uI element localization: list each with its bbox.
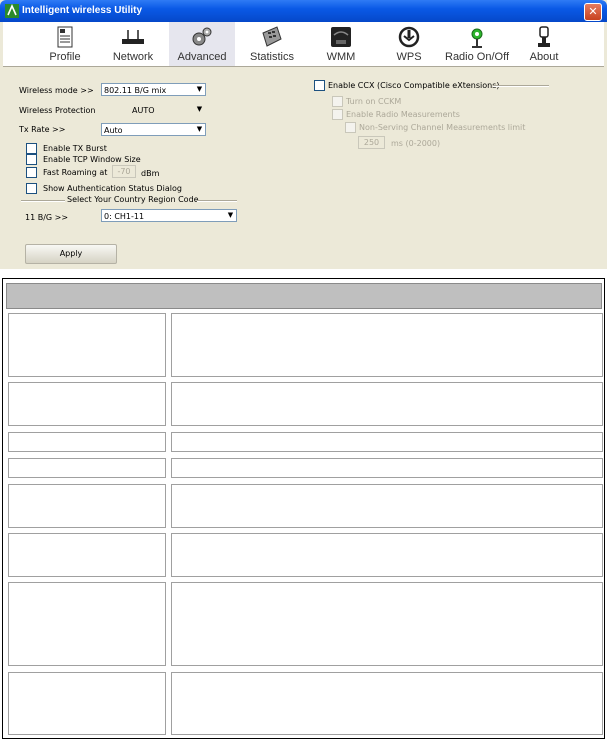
tcp-window-checkbox[interactable] (26, 154, 37, 165)
wireless-protection-label: Wireless Protection (19, 106, 96, 115)
title-bar[interactable] (0, 0, 607, 22)
window-title: Intelligent wireless Utility (22, 5, 143, 16)
tab-advanced[interactable] (169, 22, 235, 66)
table-cell (8, 582, 166, 666)
tab-network[interactable] (101, 22, 165, 66)
profile-icon (53, 25, 77, 49)
table-cell (171, 382, 603, 426)
table-cell (171, 533, 603, 577)
tab-about[interactable] (515, 22, 573, 66)
fast-roaming-unit: dBm (141, 169, 160, 178)
country-label: 11 B/G >> (25, 213, 69, 222)
tx-rate-label: Tx Rate >> (19, 125, 66, 134)
tx-rate-select[interactable] (101, 123, 206, 136)
chevron-down-icon: ▼ (225, 210, 236, 221)
tx-rate-value: Auto (104, 126, 123, 135)
tcp-window-label: Enable TCP Window Size (43, 155, 141, 164)
tab-label: Profile (49, 51, 81, 63)
table-cell (8, 672, 166, 735)
chevron-down-icon: ▼ (194, 84, 205, 95)
cckm-checkbox[interactable] (332, 96, 343, 107)
tab-wps[interactable] (377, 22, 441, 66)
tab-label: Advanced (177, 51, 227, 63)
tab-radio-on-off[interactable] (441, 22, 513, 66)
wireless-protection-select[interactable] (101, 103, 206, 116)
table-cell (171, 484, 603, 528)
table-cell (8, 313, 166, 377)
radio-icon (465, 25, 489, 49)
auth-dialog-checkbox[interactable] (26, 183, 37, 194)
tab-label: Network (112, 51, 154, 63)
tab-label: WPS (396, 51, 422, 63)
enable-ccx-checkbox[interactable] (314, 80, 325, 91)
tab-wmm[interactable] (309, 22, 373, 66)
divider (493, 85, 549, 87)
network-icon (121, 25, 145, 49)
utility-window (0, 0, 607, 269)
tab-label: Statistics (249, 51, 294, 63)
tab-label: Radio On/Off (445, 51, 509, 63)
wireless-mode-value: 802.11 B/G mix (104, 86, 167, 95)
auth-dialog-label: Show Authentication Status Dialog (43, 184, 182, 193)
table-cell (171, 458, 603, 478)
tx-burst-label: Enable TX Burst (43, 144, 107, 153)
limit-input[interactable]: 250 (358, 136, 385, 149)
divider (21, 200, 65, 202)
radio-measurements-checkbox[interactable] (332, 109, 343, 120)
wireless-mode-label: Wireless mode >> (19, 86, 94, 95)
table-cell (8, 533, 166, 577)
advanced-icon (190, 25, 214, 49)
non-serving-label: Non-Serving Channel Measurements limit (359, 123, 526, 132)
country-region-legend: Select Your Country Region Code (67, 195, 199, 204)
wmm-icon (329, 25, 353, 49)
tx-burst-checkbox[interactable] (26, 143, 37, 154)
statistics-icon (260, 25, 284, 49)
radio-measurements-label: Enable Radio Measurements (346, 110, 460, 119)
country-region-select[interactable] (101, 209, 237, 222)
about-icon (532, 25, 556, 49)
apply-button[interactable]: Apply (25, 244, 117, 264)
tab-statistics[interactable] (239, 22, 305, 66)
table-cell (171, 432, 603, 452)
app-icon (5, 4, 19, 18)
tab-label: About (529, 51, 559, 63)
table-cell (171, 313, 603, 377)
table-cell (8, 432, 166, 452)
table-cell (8, 458, 166, 478)
chevron-down-icon: ▼ (194, 124, 205, 135)
wireless-mode-select[interactable] (101, 83, 206, 96)
main-toolbar (3, 22, 604, 67)
country-value: 0: CH1-11 (104, 212, 145, 221)
table-cell (171, 582, 603, 666)
cckm-label: Turn on CCKM (346, 97, 402, 106)
wireless-protection-value: AUTO (132, 106, 155, 115)
fast-roaming-input[interactable]: -70 (112, 165, 136, 178)
tab-profile[interactable] (33, 22, 97, 66)
fast-roaming-label: Fast Roaming at (43, 168, 108, 177)
table-cell (171, 672, 603, 735)
wps-icon (397, 25, 421, 49)
non-serving-checkbox[interactable] (345, 122, 356, 133)
table-header (6, 283, 602, 309)
advanced-panel (3, 67, 604, 267)
close-button[interactable]: ✕ (584, 3, 602, 21)
limit-unit: ms (0-2000) (391, 139, 441, 148)
fast-roaming-checkbox[interactable] (26, 167, 37, 178)
enable-ccx-label: Enable CCX (Cisco Compatible eXtensions) (328, 81, 500, 90)
divider (197, 200, 237, 202)
table-cell (8, 484, 166, 528)
tab-label: WMM (326, 51, 356, 63)
table-cell (8, 382, 166, 426)
chevron-down-icon: ▼ (196, 105, 203, 113)
